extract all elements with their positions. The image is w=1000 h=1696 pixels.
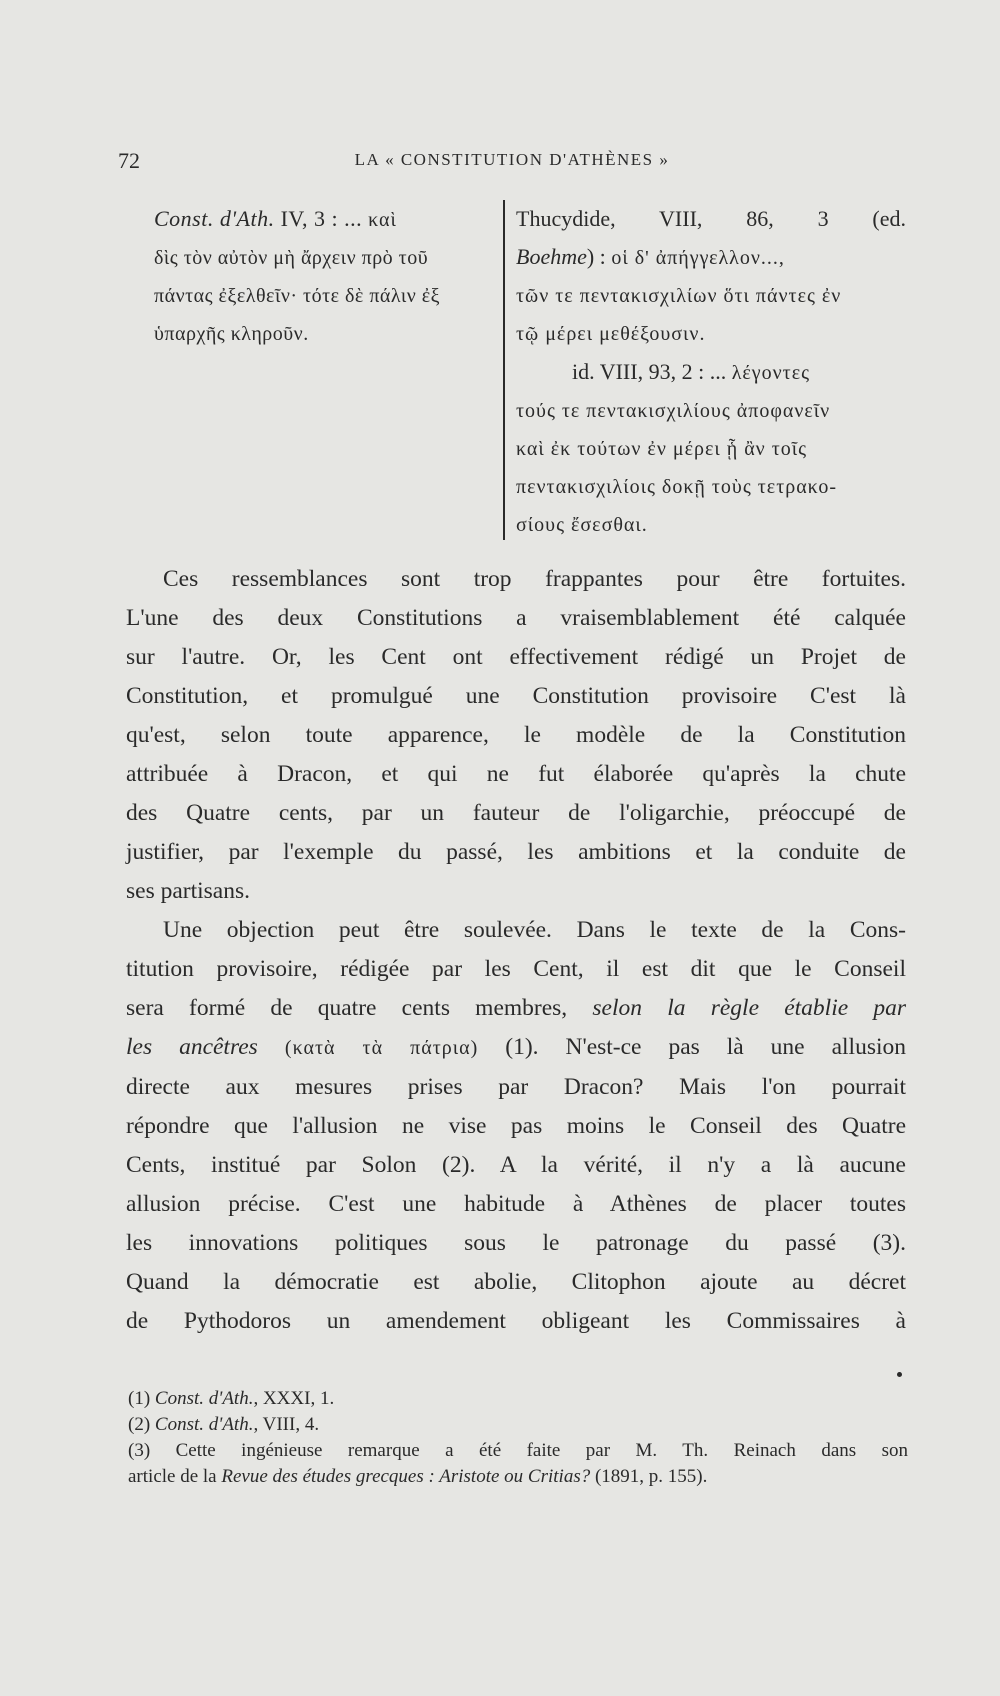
body-text bbox=[126, 560, 906, 1341]
quote-line bbox=[154, 200, 466, 239]
page-number: 72 bbox=[118, 148, 140, 173]
quote-line: τούς τε πεντακισχιλίους ἀποφανεῖν bbox=[516, 400, 831, 422]
footnote-3-line-2 bbox=[128, 1464, 908, 1490]
quote-line: τῷ μέρει μεθέξουσιν. bbox=[516, 323, 706, 345]
footnote-3-line-1: (3) Cette ingénieuse remarque a été faite par M. Th. Reinach dans son bbox=[128, 1440, 908, 1461]
ink-dot bbox=[897, 1372, 902, 1377]
footnote-number: (2) bbox=[128, 1414, 155, 1435]
text-line: répondre que l'allusion ne vise pas moins le Conseil des Quatre bbox=[126, 1113, 906, 1139]
text-line: directe aux mesures prises par Dracon? Mais l'on pourrait bbox=[126, 1074, 906, 1100]
greek-text: καὶ bbox=[368, 209, 397, 231]
source-locator: IV, 3 : ... bbox=[274, 206, 369, 231]
text-line: Cents, institué par Solon (2). A la vérité, il n'y a là aucune bbox=[126, 1152, 906, 1178]
right-quotation-column bbox=[516, 200, 906, 544]
quote-line: καὶ ἐκ τούτων ἐν μέρει ᾗ ἂν τοῖς bbox=[516, 438, 808, 460]
text-line: qu'est, selon toute apparence, le modèle de la Constitution bbox=[126, 722, 906, 748]
quote-line bbox=[516, 353, 906, 392]
text-line: titution provisoire, rédigée par les Cent, il est dit que le Conseil bbox=[126, 956, 906, 982]
text-line: attribuée à Dracon, et qui ne fut élaborée qu'après la chute bbox=[126, 761, 906, 787]
source-title: Const. d'Ath. bbox=[154, 1414, 254, 1435]
quote-line: πάντας ἐξελθεῖν· τότε δὲ πάλιν ἐξ bbox=[154, 285, 441, 307]
text-line: justifier, par l'exemple du passé, les ambitions et la conduite de bbox=[126, 839, 906, 865]
source-reference: id. VIII, 93, 2 : ... bbox=[572, 359, 732, 384]
source-locator: , VIII, 4. bbox=[253, 1414, 320, 1435]
left-quotation-column bbox=[154, 200, 466, 353]
text-line: sur l'autre. Or, les Cent ont effectivement rédigé un Projet de bbox=[126, 644, 906, 670]
text-line: L'une des deux Constitutions a vraisemblablement été calquée bbox=[126, 605, 906, 631]
text-line: des Quatre cents, par un fauteur de l'oligarchie, préoccupé de bbox=[126, 800, 906, 826]
source-locator: , XXXI, 1. bbox=[253, 1388, 335, 1409]
greek-text: (κατὰ τὰ πάτρια) bbox=[257, 1037, 479, 1059]
text-line: allusion précise. C'est une habitude à Athènes de placer toutes bbox=[126, 1191, 906, 1217]
editor-name: Boehme bbox=[516, 244, 587, 269]
journal-title: Revue des études grecques : Aristote ou Critias? bbox=[221, 1466, 591, 1487]
quote-line: Thucydide, VIII, 86, 3 (ed. bbox=[516, 206, 906, 231]
footnote-number: (1) bbox=[128, 1388, 155, 1409]
paragraph-2 bbox=[126, 911, 906, 1341]
footnote-1 bbox=[128, 1386, 908, 1412]
text-segment: (1). N'est-ce pas là une allusion bbox=[478, 1034, 906, 1060]
text-line: ses partisans. bbox=[126, 878, 251, 904]
page-header bbox=[118, 148, 906, 178]
text-segment: article de la bbox=[128, 1466, 222, 1487]
italic-quote: les ancêtres bbox=[126, 1034, 258, 1060]
paragraph-1 bbox=[126, 560, 906, 911]
source-title: Const. d'Ath. bbox=[154, 1388, 254, 1409]
greek-text: οἱ δ' ἀπήγγελλον..., bbox=[611, 247, 785, 269]
text-line: Une objection peut être soulevée. Dans le texte de la Cons- bbox=[163, 917, 906, 943]
quote-line: ὑπαρχῆς κληροῦν. bbox=[154, 323, 309, 345]
parallel-quotations bbox=[154, 200, 906, 544]
text-line: Quand la démocratie est abolie, Clitophon ajoute au décret bbox=[126, 1269, 906, 1295]
column-divider bbox=[503, 200, 505, 540]
quote-line bbox=[516, 238, 906, 277]
quote-line: σίους ἔσεσθαι. bbox=[516, 514, 648, 536]
source-reference: Const. d'Ath. bbox=[154, 206, 275, 231]
source-locator: (1891, p. 155). bbox=[590, 1466, 708, 1487]
text-line: Ces ressemblances sont trop frappantes pour être fortuites. bbox=[163, 566, 906, 592]
running-title: LA « CONSTITUTION D'ATHÈNES » bbox=[354, 150, 670, 169]
text-line: de Pythodoros un amendement obligeant les Commissaires à bbox=[126, 1308, 906, 1334]
separator: ) : bbox=[586, 244, 612, 269]
quote-line: πεντακισχιλίοις δοκῇ τοὺς τετρακο- bbox=[516, 476, 837, 498]
text-segment: sera formé de quatre cents membres, bbox=[126, 995, 593, 1021]
quote-line: δὶς τὸν αὐτὸν μὴ ἄρχειν πρὸ τοῦ bbox=[154, 247, 429, 269]
italic-quote: selon la règle établie par bbox=[592, 995, 907, 1021]
footnotes bbox=[128, 1386, 908, 1490]
greek-text: λέγοντες bbox=[731, 362, 811, 384]
text-line: les innovations politiques sous le patronage du passé (3). bbox=[126, 1230, 906, 1256]
text-line bbox=[126, 989, 906, 1028]
quote-line: τῶν τε πεντακισχιλίων ὅτι πάντες ἐν bbox=[516, 285, 842, 307]
text-line: Constitution, et promulgué une Constitution provisoire C'est là bbox=[126, 683, 906, 709]
footnote-2 bbox=[128, 1412, 908, 1438]
text-line bbox=[126, 1028, 906, 1068]
